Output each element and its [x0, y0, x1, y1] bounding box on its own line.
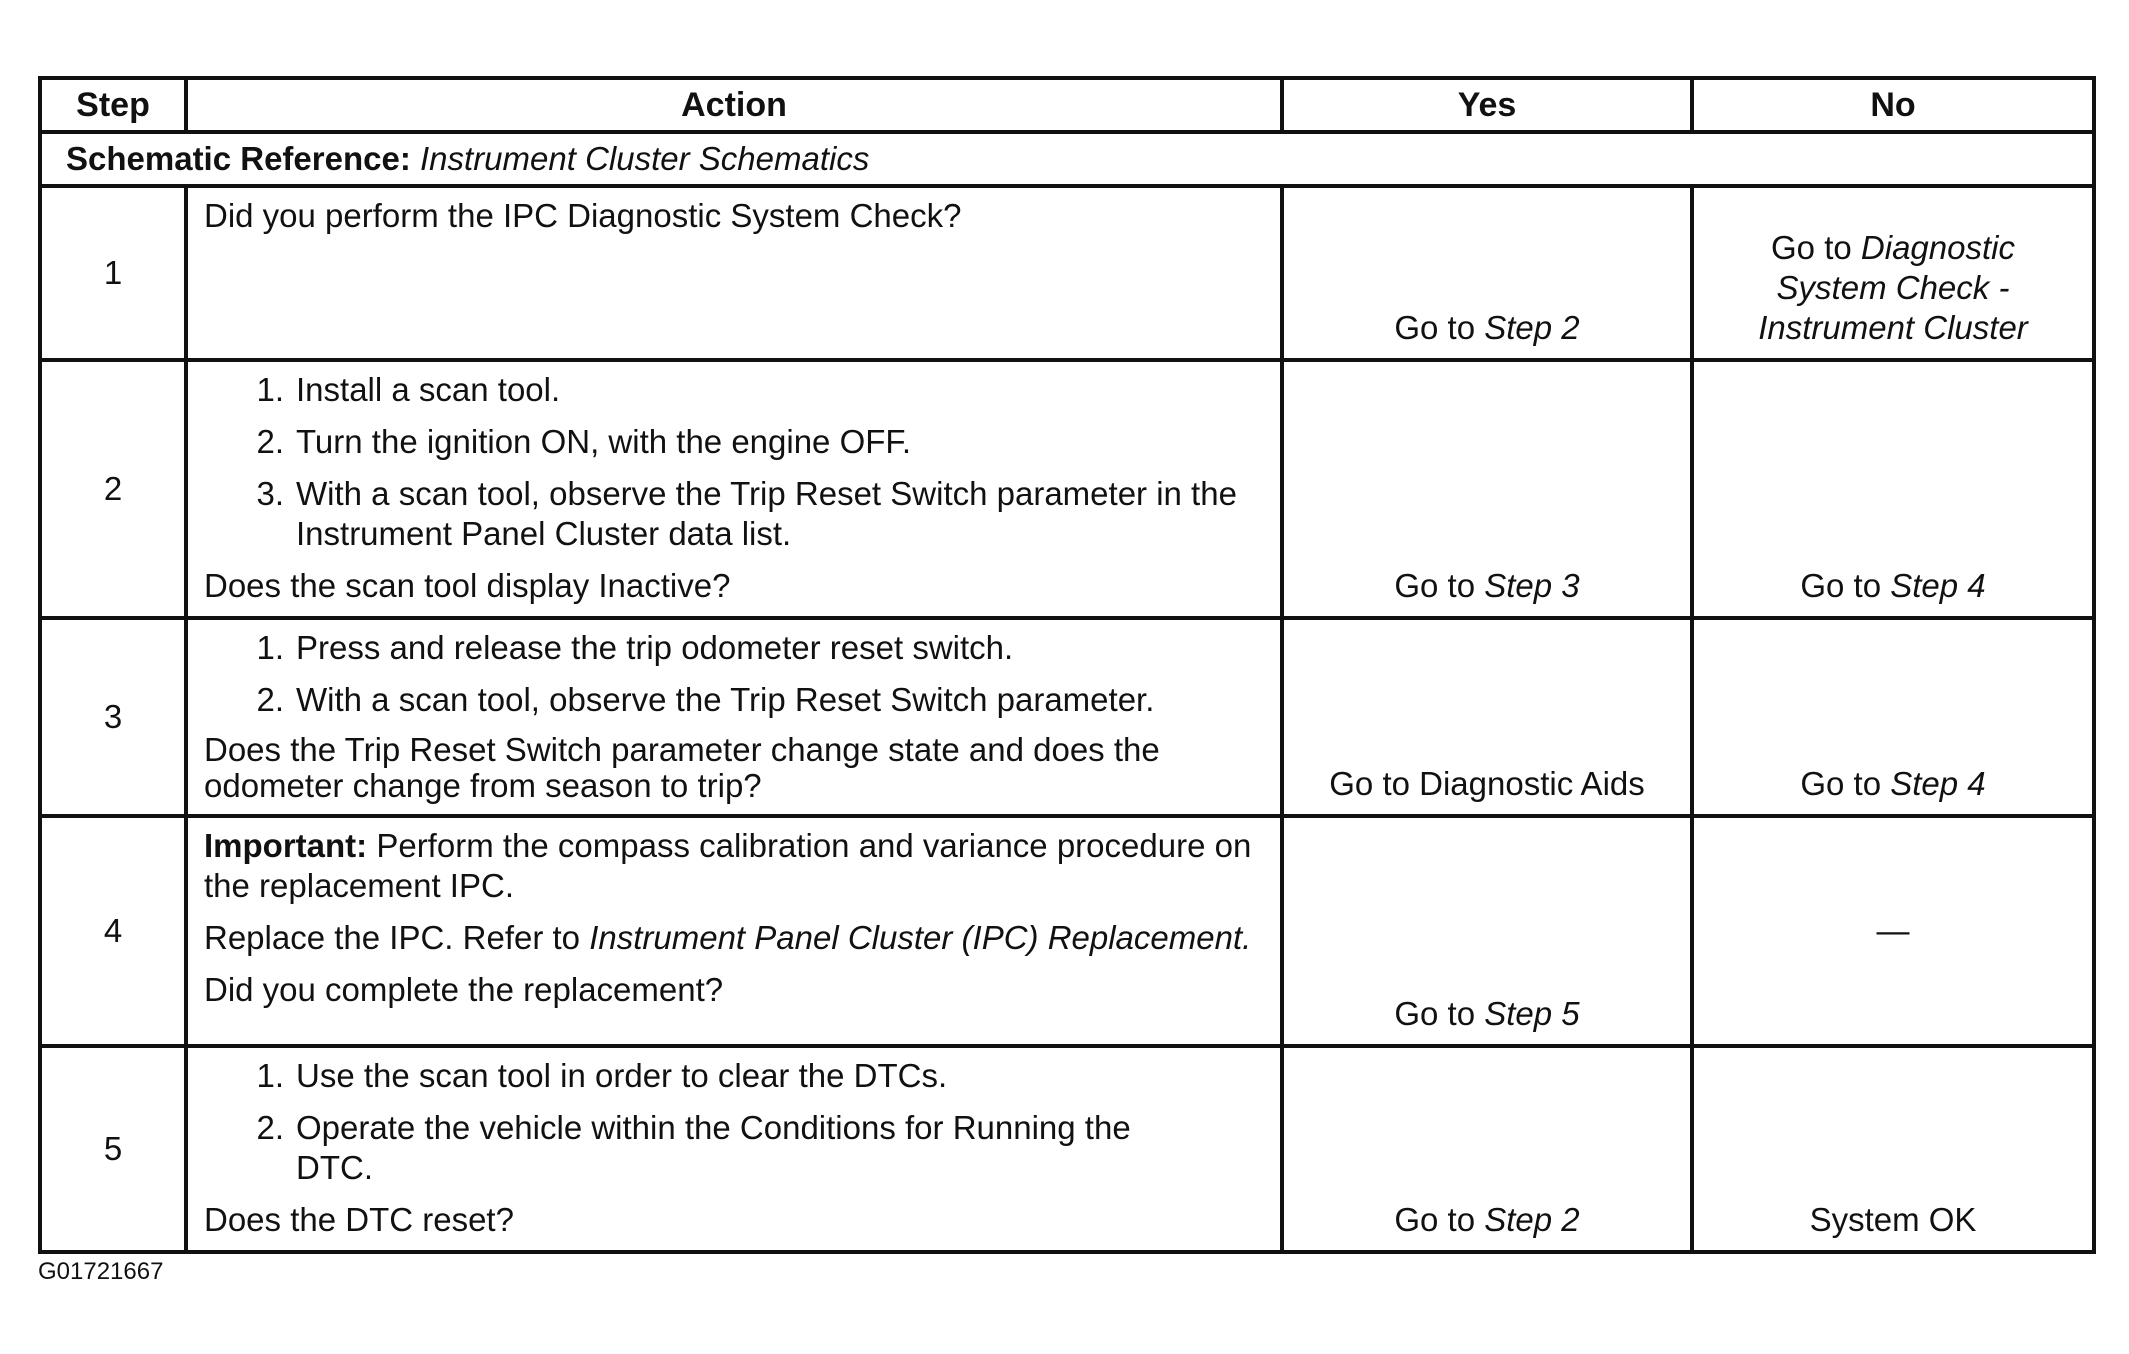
- yes-step-link[interactable]: Step 2: [1484, 309, 1580, 346]
- yes-cell: [1282, 360, 1692, 618]
- no-cell: [1692, 360, 2094, 618]
- table-row: [40, 816, 2094, 1046]
- yes-step-link[interactable]: Step 5: [1484, 995, 1580, 1032]
- yes-link[interactable]: Go to Diagnostic Aids: [1329, 765, 1645, 802]
- important-label: Important:: [204, 827, 368, 864]
- header-step: Step: [40, 78, 186, 132]
- no-dash: —: [1876, 912, 1910, 949]
- header-no: No: [1692, 78, 2094, 132]
- list-item: 3. With a scan tool, observe the Trip Reset Switch parameter in the Instrument Panel Cluster data list.: [256, 475, 1237, 552]
- table-row: [40, 618, 2094, 816]
- figure-id: G01721667: [38, 1258, 164, 1285]
- yes-cell: [1282, 816, 1692, 1046]
- action-cell: [186, 816, 1282, 1046]
- list-item: 2. Operate the vehicle within the Conditions for Running the DTC.: [256, 1109, 1131, 1186]
- no-step-link[interactable]: Step 4: [1890, 765, 1986, 802]
- step-number: 1: [40, 186, 186, 360]
- no-link-line3[interactable]: Instrument Cluster: [1758, 309, 2028, 346]
- no-result: System OK: [1809, 1201, 1977, 1238]
- list-item: 1. Press and release the trip odometer reset switch.: [256, 629, 1014, 666]
- step-number: 2: [40, 360, 186, 618]
- table-row: [40, 360, 2094, 618]
- question: Does the scan tool display Inactive?: [204, 567, 731, 604]
- action-cell: [186, 1046, 1282, 1252]
- header-yes: Yes: [1282, 78, 1692, 132]
- schematic-reference-row: [40, 132, 2094, 186]
- list-item: 1. Install a scan tool.: [256, 371, 561, 408]
- list-item: 1. Use the scan tool in order to clear the DTCs.: [256, 1057, 948, 1094]
- action-cell: [186, 186, 1282, 360]
- no-step-link[interactable]: Step 4: [1890, 567, 1986, 604]
- yes-cell: [1282, 1046, 1692, 1252]
- yes-step-link[interactable]: Step 2: [1484, 1201, 1580, 1238]
- important-note: [204, 826, 1266, 906]
- schematic-reference: [40, 132, 2094, 186]
- yes-prefix: Go to: [1394, 309, 1476, 346]
- table-row: [40, 1046, 2094, 1252]
- header-row: [40, 78, 2094, 132]
- step-number: 3: [40, 618, 186, 816]
- no-prefix: Go to: [1800, 765, 1882, 802]
- yes-cell: [1282, 186, 1692, 360]
- replace-prefix: Replace the IPC. Refer to: [204, 919, 581, 956]
- yes-step-link[interactable]: Step 3: [1484, 567, 1580, 604]
- schematic-reference-link[interactable]: Instrument Cluster Schematics: [420, 140, 870, 177]
- question: Does the DTC reset?: [204, 1201, 514, 1238]
- no-cell: [1692, 1046, 2094, 1252]
- action-list: [204, 628, 1266, 720]
- diagnostic-table: [38, 76, 2096, 1254]
- action-cell: [186, 360, 1282, 618]
- list-item: 2. Turn the ignition ON, with the engine OFF.: [256, 423, 912, 460]
- no-prefix: Go to: [1800, 567, 1882, 604]
- no-link-line1[interactable]: Diagnostic: [1860, 229, 2015, 266]
- step-number: 5: [40, 1046, 186, 1252]
- header-action: Action: [186, 78, 1282, 132]
- action-cell: [186, 618, 1282, 816]
- yes-prefix: Go to: [1394, 567, 1476, 604]
- action-list: [204, 1056, 1266, 1188]
- yes-prefix: Go to: [1394, 995, 1476, 1032]
- yes-cell: [1282, 618, 1692, 816]
- step-number: 4: [40, 816, 186, 1046]
- schematic-reference-label: Schematic Reference:: [66, 140, 411, 177]
- list-item: 2. With a scan tool, observe the Trip Reset Switch parameter.: [256, 681, 1155, 718]
- question: Did you complete the replacement?: [204, 971, 724, 1008]
- no-cell: [1692, 816, 2094, 1046]
- important-text: Perform the compass calibration and variance procedure on the replacement IPC.: [204, 827, 1252, 904]
- yes-prefix: Go to: [1394, 1201, 1476, 1238]
- question: Does the Trip Reset Switch parameter change state and does the odometer change from season to trip?: [204, 731, 1160, 804]
- no-cell: [1692, 186, 2094, 360]
- replacement-procedure-link[interactable]: Instrument Panel Cluster (IPC) Replacement.: [589, 919, 1252, 956]
- no-cell: [1692, 618, 2094, 816]
- no-link-line2[interactable]: System Check -: [1776, 269, 2010, 306]
- action-list: [204, 370, 1266, 554]
- table-row: [40, 186, 2094, 360]
- replace-instruction: [204, 918, 1266, 958]
- no-prefix: Go to: [1771, 229, 1852, 266]
- question: Did you perform the IPC Diagnostic System Check?: [204, 197, 962, 234]
